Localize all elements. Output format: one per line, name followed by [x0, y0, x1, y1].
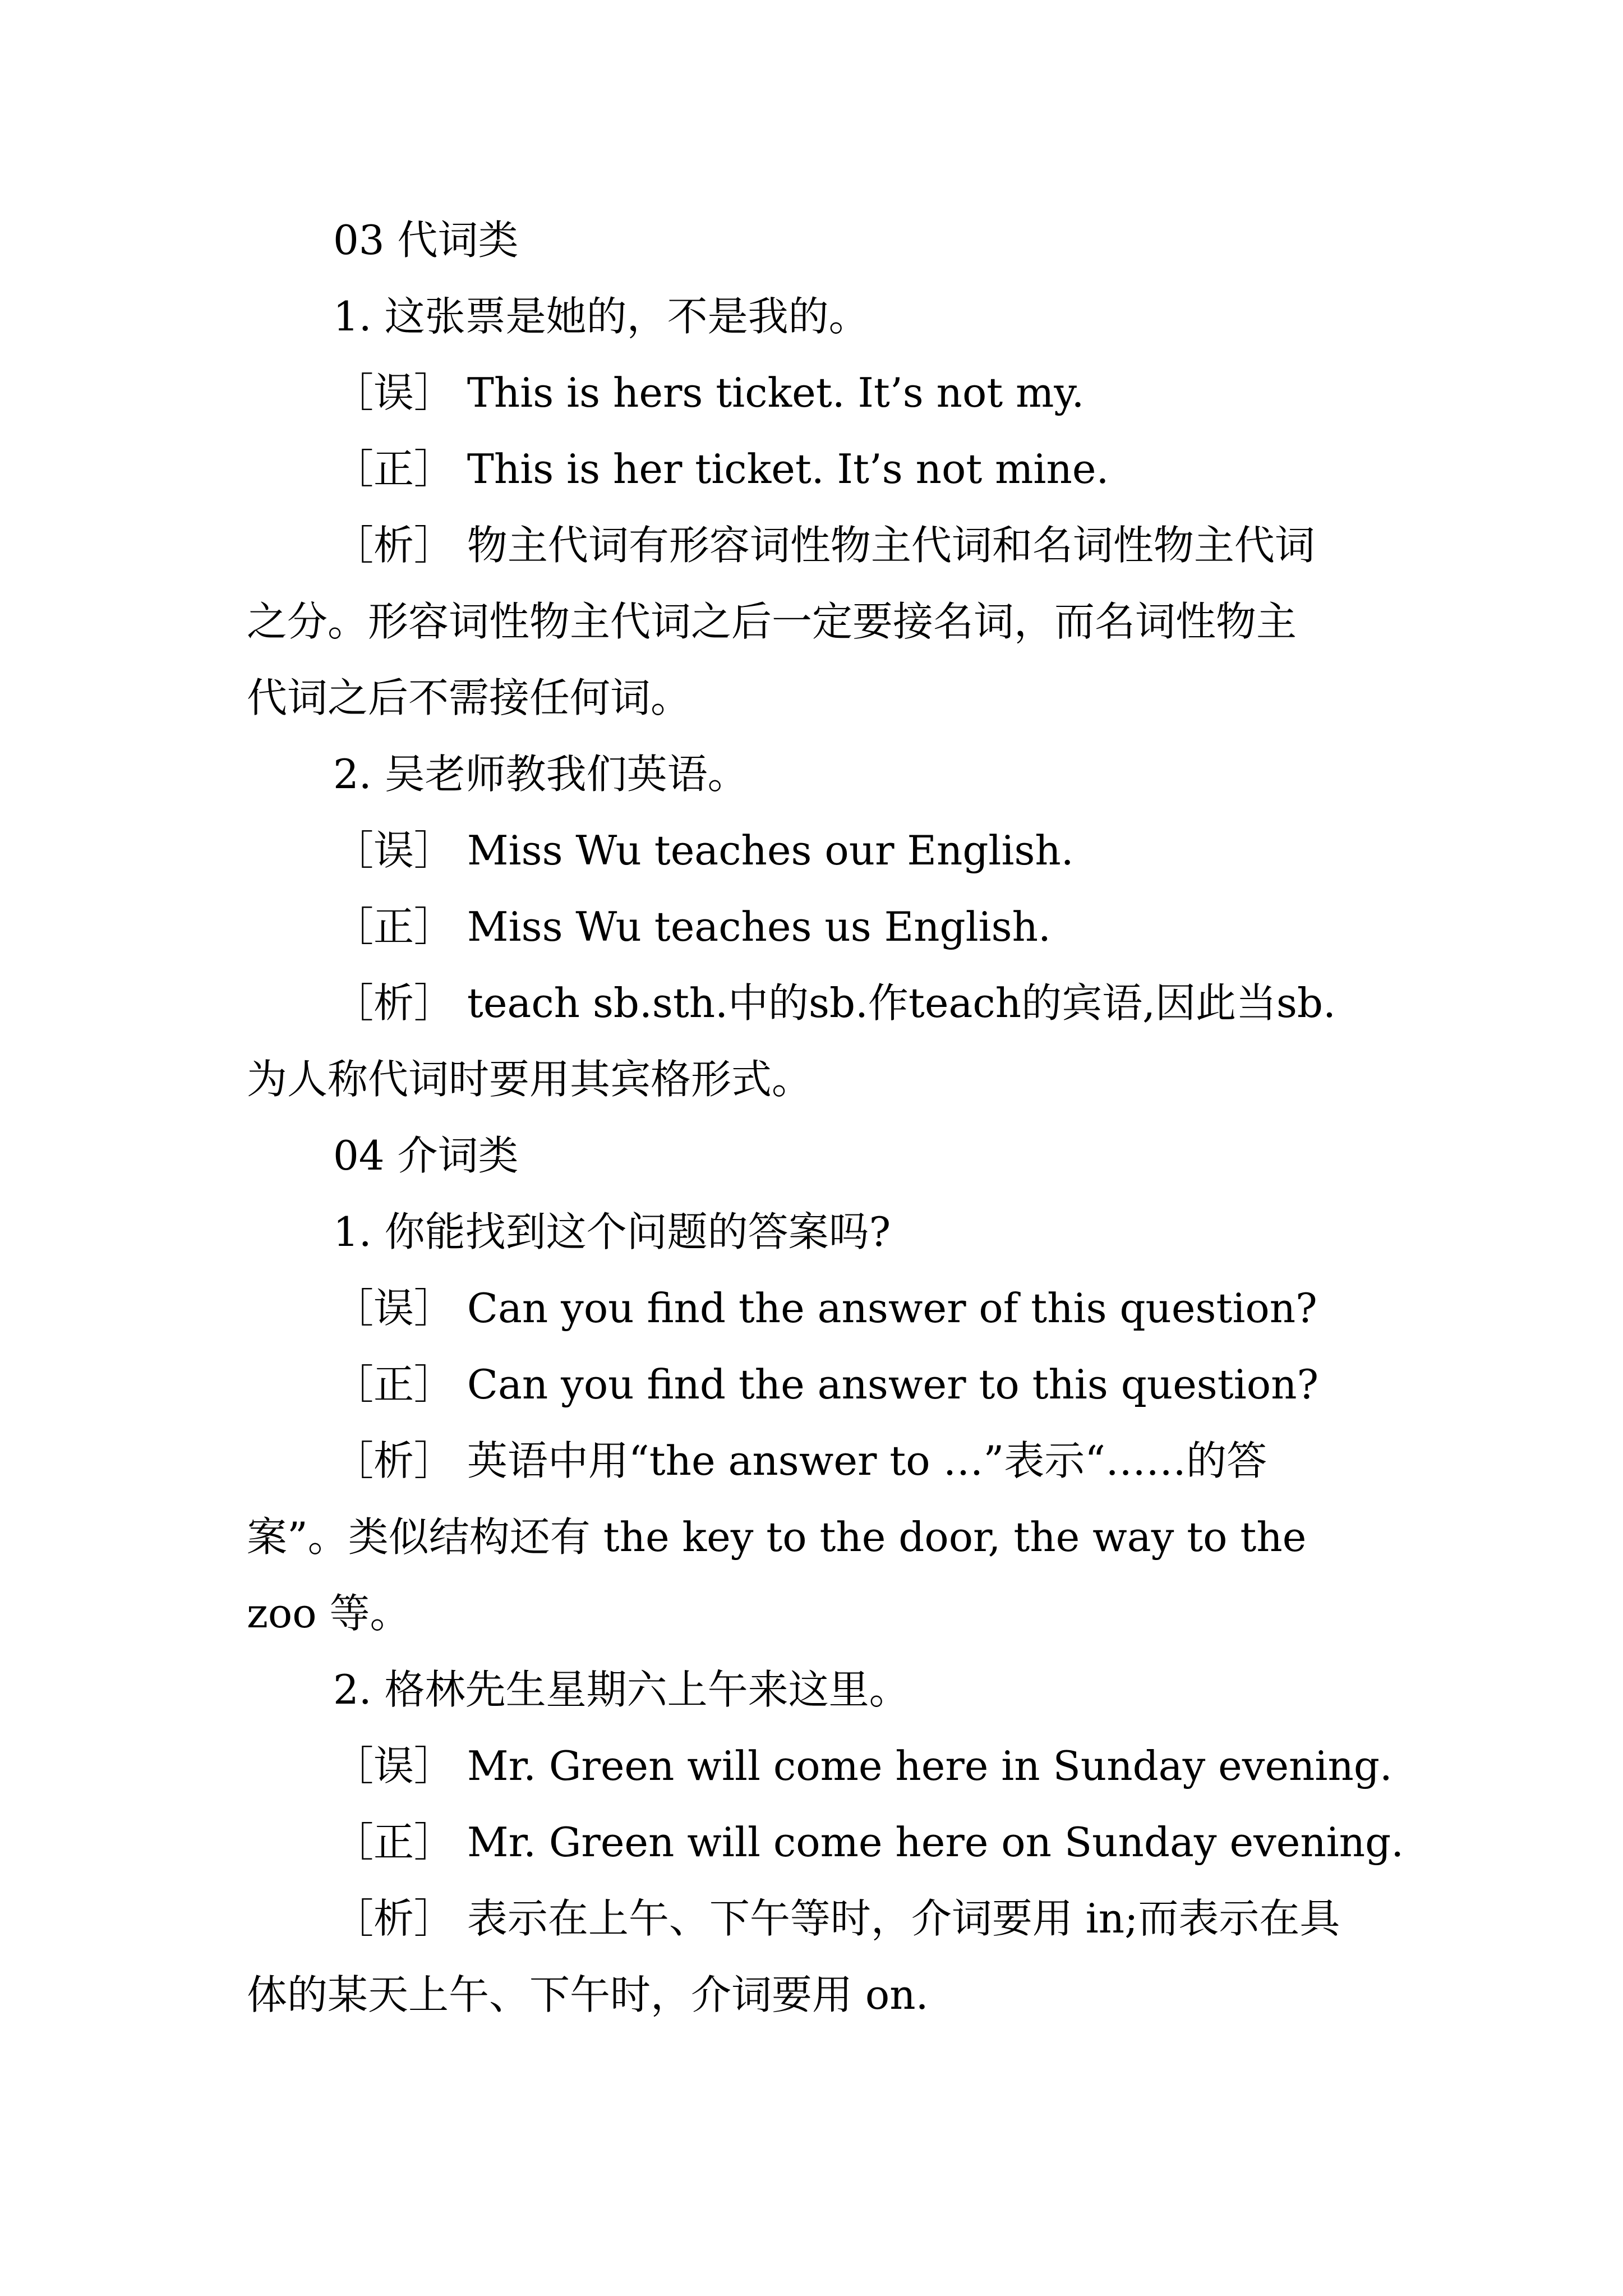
example-1-correct: ［正］ This is her ticket. It’s not mine.	[333, 445, 1109, 493]
document-body	[247, 202, 1404, 2033]
example-1-wrong: ［误］ This is hers ticket. It’s not my.	[333, 369, 1085, 416]
example-4-wrong: ［误］ Mr. Green will come here in Sunday evening.	[333, 1742, 1393, 1789]
example-1-chinese: 1. 这张票是她的，不是我的。	[333, 293, 869, 340]
example-4-chinese: 2. 格林先生星期六上午来这里。	[333, 1666, 910, 1713]
example-3-chinese: 1. 你能找到这个问题的答案吗?	[333, 1208, 891, 1255]
example-3-analysis-cont: zoo 等。	[247, 1590, 411, 1637]
example-2-chinese: 2. 吴老师教我们英语。	[333, 751, 748, 798]
example-2-correct: ［正］ Miss Wu teaches us English.	[333, 903, 1051, 950]
example-4-correct: ［正］ Mr. Green will come here on Sunday evening.	[333, 1819, 1404, 1866]
example-3-wrong: ［误］ Can you find the answer of this question?	[333, 1285, 1317, 1332]
example-4-analysis: ［析］ 表示在上午、下午等时，介词要用 in;而表示在具	[333, 1895, 1340, 1942]
example-3-analysis: ［析］ 英语中用“the answer to …”表示“……的答	[333, 1437, 1267, 1484]
example-2-analysis: ［析］ teach sb.sth.中的sb.作teach的宾语,因此当sb.	[333, 979, 1336, 1027]
example-4-analysis-cont: 体的某天上午、下午时，介词要用 on.	[247, 1971, 929, 2018]
example-1-analysis-cont: 之分。形容词性物主代词之后一定要接名词，而名词性物主	[247, 598, 1297, 645]
example-2-analysis-cont: 为人称代词时要用其宾格形式。	[247, 1056, 813, 1103]
section-heading-pronouns: 03 代词类	[333, 217, 519, 264]
example-3-analysis-cont: 案”。类似结构还有 the key to the door, the way to the	[247, 1513, 1307, 1561]
example-1-analysis-cont: 代词之后不需接任何词。	[247, 674, 691, 721]
section-heading-prepositions: 04 介词类	[333, 1132, 519, 1179]
example-1-analysis: ［析］ 物主代词有形容词性物主代词和名词性物主代词	[333, 522, 1315, 569]
example-3-correct: ［正］ Can you find the answer to this question?	[333, 1361, 1319, 1408]
example-2-wrong: ［误］ Miss Wu teaches our English.	[333, 827, 1074, 874]
